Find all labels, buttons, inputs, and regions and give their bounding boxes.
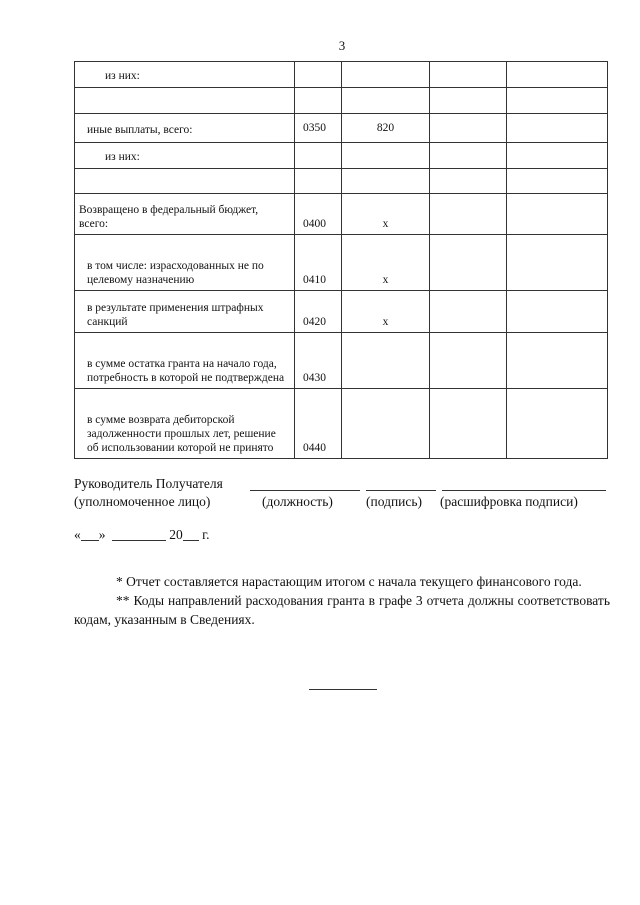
- row-label: иные выплаты, всего:: [75, 114, 295, 143]
- row-label: [75, 169, 295, 194]
- row-empty-cell: [507, 114, 608, 143]
- row-empty-cell: [507, 333, 608, 389]
- row-amount: [342, 389, 430, 459]
- row-empty-cell: [430, 389, 507, 459]
- row-code: 0430: [295, 333, 342, 389]
- table-row: [75, 333, 608, 389]
- row-amount: [342, 88, 430, 114]
- table-row: [75, 114, 608, 143]
- footnote-1: * Отчет составляется нарастающим итогом с начала текущего финансового года.: [116, 574, 582, 589]
- row-label: в сумме остатка гранта на начало года, потребность в которой не подтверждена: [75, 333, 295, 389]
- row-code: [295, 88, 342, 114]
- row-amount: 820: [342, 114, 430, 143]
- row-code: 0420: [295, 291, 342, 333]
- page-number: 3: [338, 38, 346, 53]
- row-label: из них:: [75, 143, 295, 169]
- table-row: [75, 235, 608, 291]
- signatory-title: Руководитель Получателя: [74, 476, 223, 491]
- table-row: [75, 62, 608, 88]
- row-empty-cell: [430, 194, 507, 235]
- row-label: Возвращено в федеральный бюджет, всего:: [75, 194, 295, 235]
- row-empty-cell: [430, 291, 507, 333]
- row-empty-cell: [507, 143, 608, 169]
- row-empty-cell: [507, 235, 608, 291]
- row-empty-cell: [507, 169, 608, 194]
- row-label: в результате применения штрафных санкций: [75, 291, 295, 333]
- signature-caption: (подпись): [366, 494, 423, 509]
- row-amount: x: [342, 235, 430, 291]
- row-label: из них:: [75, 62, 295, 88]
- row-empty-cell: [507, 194, 608, 235]
- row-empty-cell: [507, 291, 608, 333]
- date-open-quote: «: [74, 527, 81, 542]
- row-amount: x: [342, 194, 430, 235]
- year-blank: [183, 540, 199, 541]
- signature-blank: [366, 490, 436, 491]
- table-row: [75, 88, 608, 114]
- date-close-quote: »: [98, 527, 106, 542]
- position-caption: (должность): [262, 494, 333, 509]
- row-label: в том числе: израсходованных не по целевому назначению: [75, 235, 295, 291]
- row-code: [295, 143, 342, 169]
- authorized-person-caption: (уполномоченное лицо): [74, 494, 211, 509]
- row-amount: [342, 62, 430, 88]
- day-blank: [81, 540, 99, 541]
- row-empty-cell: [430, 88, 507, 114]
- row-empty-cell: [430, 333, 507, 389]
- row-amount: [342, 143, 430, 169]
- row-amount: [342, 333, 430, 389]
- decode-caption: (расшифровка подписи): [440, 494, 578, 509]
- month-blank: [112, 540, 166, 541]
- row-empty-cell: [507, 62, 608, 88]
- footnotes: [74, 572, 610, 629]
- table-row: [75, 389, 608, 459]
- table-row: [75, 169, 608, 194]
- row-code: 0440: [295, 389, 342, 459]
- row-code: 0350: [295, 114, 342, 143]
- row-empty-cell: [507, 389, 608, 459]
- row-empty-cell: [430, 114, 507, 143]
- footnote-2: ** Коды направлений расходования гранта в графе 3 отчета должны соответствовать кодам, указанным в Сведениях.: [74, 593, 610, 627]
- table-row: [75, 143, 608, 169]
- row-empty-cell: [430, 235, 507, 291]
- date-line: [74, 527, 210, 543]
- row-code: [295, 62, 342, 88]
- table-row: [75, 194, 608, 235]
- row-empty-cell: [507, 88, 608, 114]
- row-code: 0400: [295, 194, 342, 235]
- row-empty-cell: [430, 143, 507, 169]
- row-label: [75, 88, 295, 114]
- decode-blank: [442, 490, 606, 491]
- row-code: [295, 169, 342, 194]
- table-row: [75, 291, 608, 333]
- year-suffix: г.: [202, 527, 210, 542]
- row-amount: x: [342, 291, 430, 333]
- end-of-document-rule: [309, 689, 377, 690]
- report-table: [74, 61, 608, 459]
- signature-block: [74, 476, 614, 512]
- row-empty-cell: [430, 62, 507, 88]
- row-amount: [342, 169, 430, 194]
- position-blank: [250, 490, 360, 491]
- row-empty-cell: [430, 169, 507, 194]
- year-prefix: 20: [169, 527, 183, 542]
- row-code: 0410: [295, 235, 342, 291]
- row-label: в сумме возврата дебиторской задолженности прошлых лет, решение об использовании которой не принято: [75, 389, 295, 459]
